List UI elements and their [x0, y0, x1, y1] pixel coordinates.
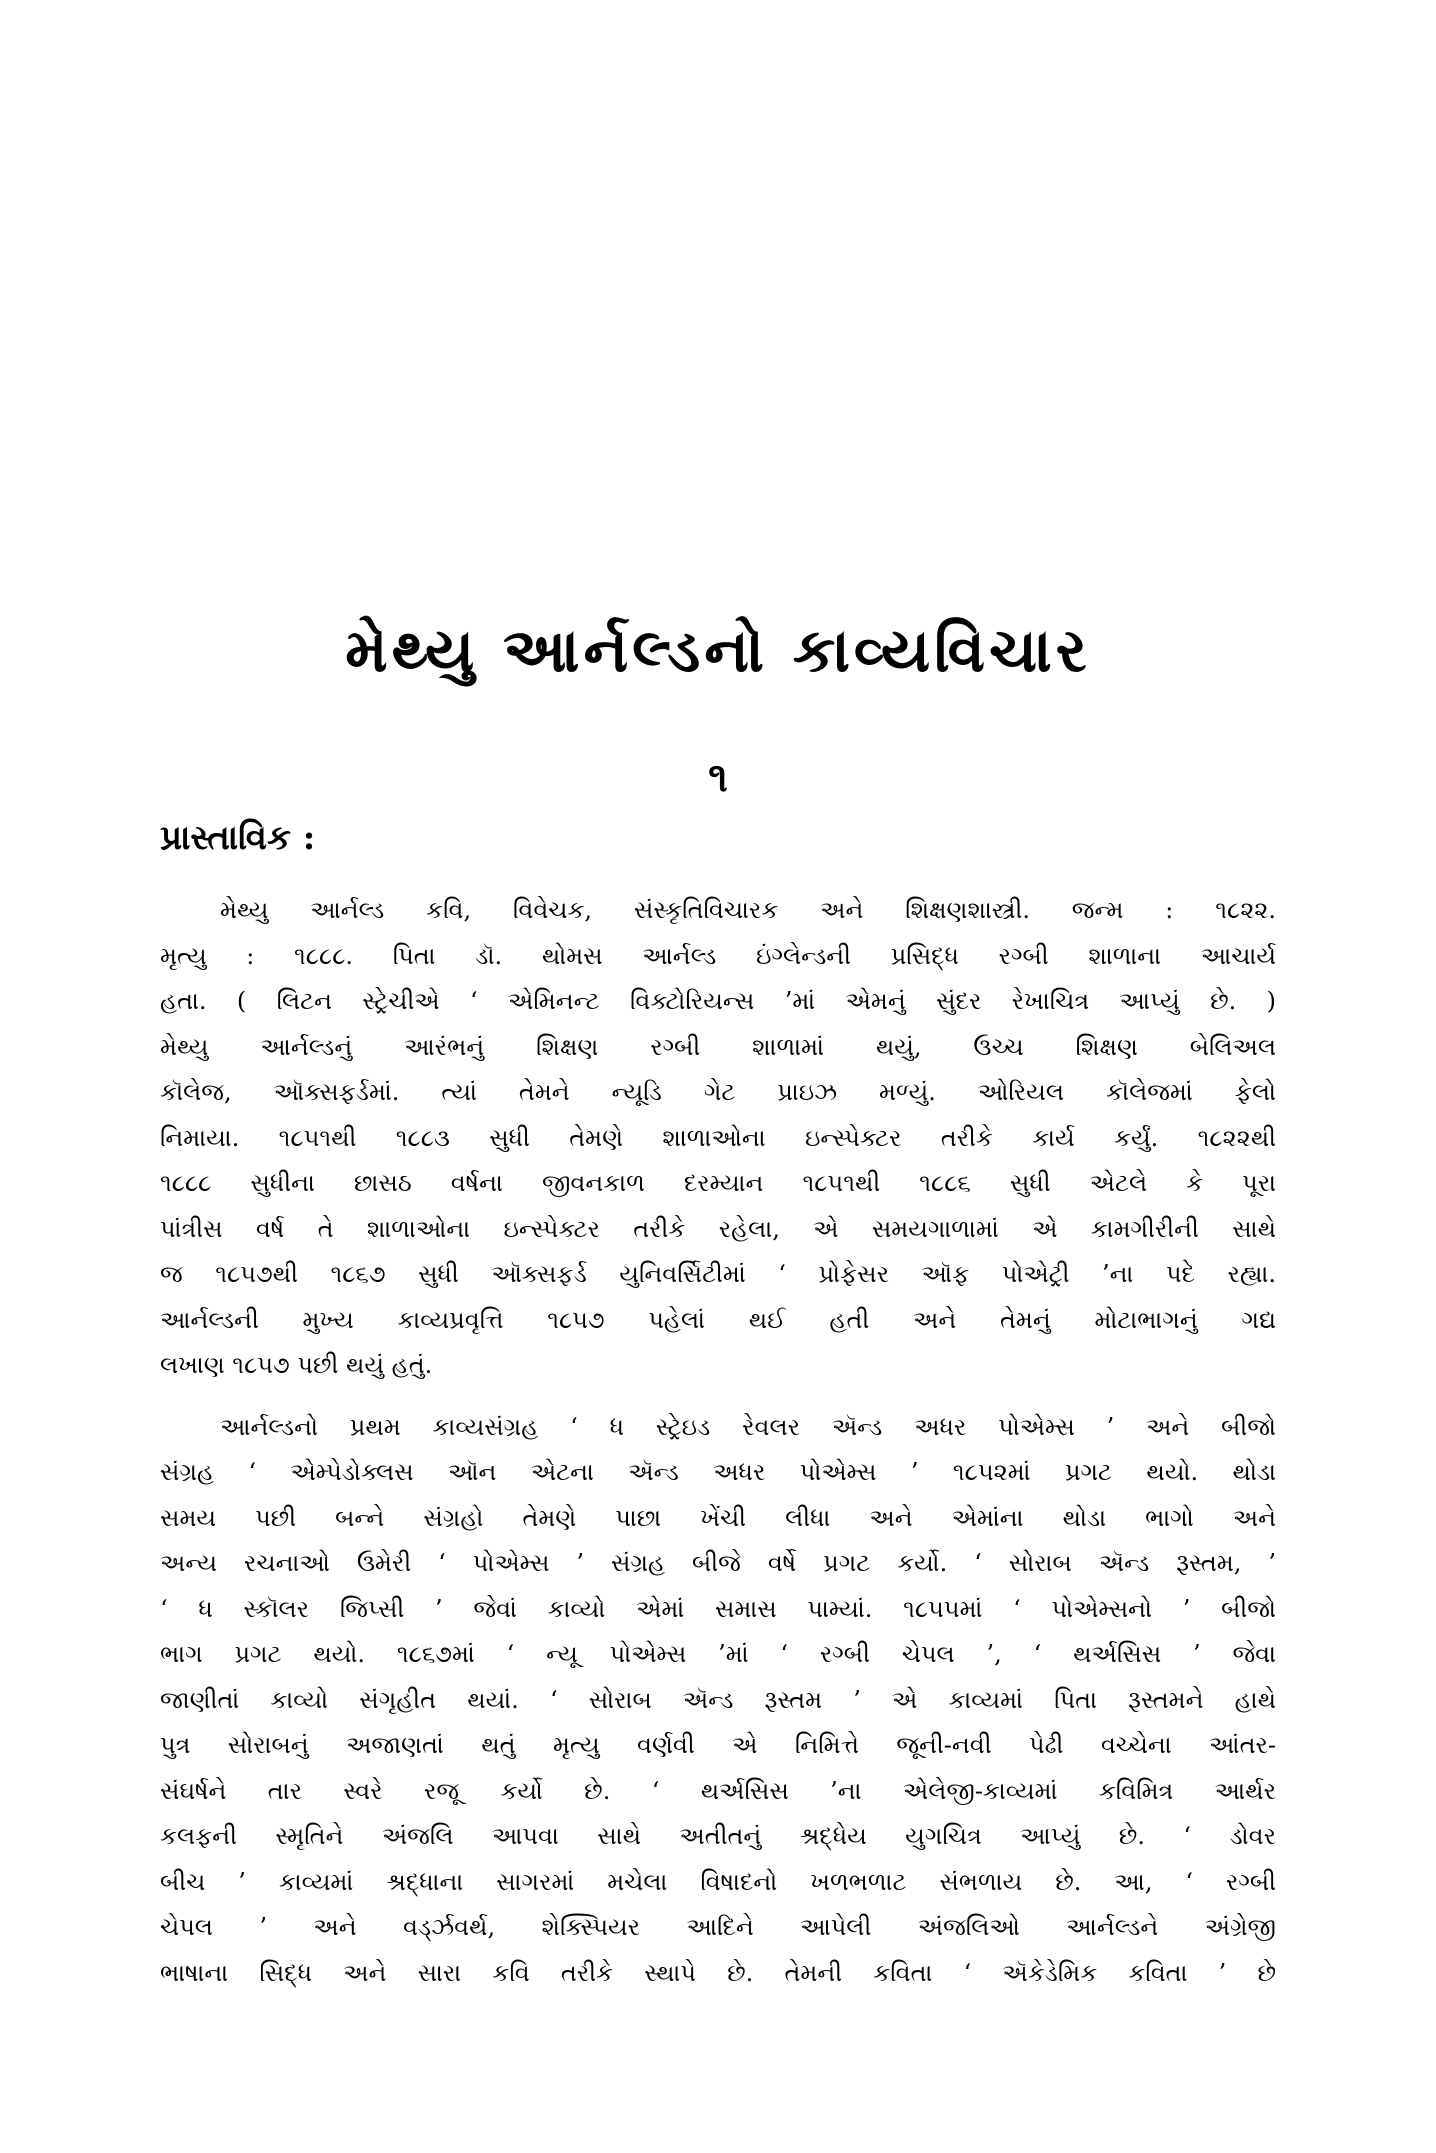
text-line: ‘ ધ સ્કૉલર જિપ્સી ’ જેવાં કાવ્યો એમાં સમાસ પામ્યાં. ૧૮૫૫માં ‘ પોએમ્સનો ’ બીજો	[160, 1594, 1276, 1623]
paragraph-2	[160, 1405, 1276, 1997]
body-text	[160, 888, 1276, 2012]
text-line: ભાષાના સિદ્ધ અને સારા કવિ તરીકે સ્થાપે છે. તેમની કવિતા ‘ ઍકેડેમિક કવિતા ’ છે	[160, 1958, 1276, 1987]
text-line: સંગ્રહ ‘ એમ્પેડોક્લસ ઑન એટના ઍન્ડ અધર પોએમ્સ ’ ૧૮૫૨માં પ્રગટ થયો. થોડા	[160, 1458, 1276, 1486]
text-line: બીચ ’ કાવ્યમાં શ્રદ્ધાના સાગરમાં મચેલા વિષાદનો ખળભળાટ સંભળાય છે. આ, ‘ રગ્બી	[160, 1867, 1276, 1896]
text-line: પાંત્રીસ વર્ષ તે શાળાઓના ઇન્સ્પેક્ટર તરીકે રહેલા, એ સમયગાળામાં એ કામગીરીની સાથે	[160, 1214, 1276, 1243]
section-heading: પ્રાસ્તાવિક :	[160, 818, 316, 858]
text-line: સંઘર્ષને તાર સ્વરે રજૂ કર્યો છે. ‘ થર્અસિસ ’ના એલેજી-કાવ્યમાં કવિમિત્ર આર્થર	[160, 1776, 1276, 1805]
text-line: આર્નલ્ડનો પ્રથમ કાવ્યસંગ્રહ ‘ ધ સ્ટ્રેઇડ રેવલર ઍન્ડ અધર પોએમ્સ ’ અને બીજો	[220, 1412, 1276, 1441]
text-line: નિમાયા. ૧૮૫૧થી ૧૮૮૩ સુધી તેમણે શાળાઓના ઇન્સ્પેક્ટર તરીકે કાર્ય કર્યું. ૧૮૨૨થી	[160, 1123, 1276, 1152]
chapter-number: ૧	[708, 754, 728, 801]
text-line: ભાગ પ્રગટ થયો. ૧૮૬૭માં ‘ ન્યૂ પોએમ્સ ’માં ‘ રગ્બી ચેપલ ’, ‘ થર્અસિસ ’ જેવા	[160, 1640, 1276, 1668]
text-line: કૉલેજ, ઑક્સફર્ડમાં. ત્યાં તેમને ન્યૂડિ ગેટ પ્રાઇઝ મળ્યું. ઓરિયલ કૉલેજમાં ફેલો	[160, 1078, 1276, 1106]
text-line: ૧૮૮૮ સુધીના છાસઠ વર્ષના જીવનકાળ દરમ્યાન ૧૮૫૧થી ૧૮૮૬ સુધી એટલે કે પૂરા	[160, 1169, 1276, 1197]
text-line: જ ૧૮૫૭થી ૧૮૬૭ સુધી ઑક્સફર્ડ યુનિવર્સિટીમાં ‘ પ્રોફેસર ઑફ પોએટ્રી ’ના પદે રહ્યા.	[160, 1260, 1276, 1288]
chapter-title: મેથ્યુ આર્નલ્ડનો કાવ્યવિચાર	[345, 616, 1091, 686]
paragraph-1	[160, 888, 1276, 1389]
text-line: કલફની સ્મૃતિને અંજલિ આપવા સાથે અતીતનું શ્રદ્ધેય યુગચિત્ર આપ્યું છે. ‘ ડોવર	[160, 1822, 1276, 1850]
text-line: સમય પછી બન્ને સંગ્રહો તેમણે પાછા ખેંચી લીધા અને એમાંના થોડા ભાગો અને	[160, 1503, 1276, 1532]
text-line: હતા. ( લિટન સ્ટ્રેચીએ ‘ એમિનન્ટ વિક્ટોરિયન્સ ’માં એમનું સુંદર રેખાચિત્ર આપ્યું છે. )	[160, 987, 1276, 1015]
text-line: મેથ્યુ આર્નલ્ડ કવિ, વિવેચક, સંસ્કૃતિવિચારક અને શિક્ષણશાસ્ત્રી. જન્મ : ૧૮૨૨.	[220, 896, 1276, 924]
text-line: મૃત્યુ : ૧૮૮૮. પિતા ડૉ. થોમસ આર્નલ્ડ ઇંગ્લેન્ડની પ્રસિદ્ધ રગ્બી શાળાના આચાર્ય	[160, 941, 1276, 970]
text-line: અન્ય રચનાઓ ઉમેરી ‘ પોએમ્સ ’ સંગ્રહ બીજે વર્ષે પ્રગટ કર્યો. ‘ સોરાબ ઍન્ડ રૂસ્તમ, ’	[160, 1549, 1276, 1577]
text-line: જાણીતાં કાવ્યો સંગૃહીત થયાં. ‘ સોરાબ ઍન્ડ રૂસ્તમ ’ એ કાવ્યમાં પિતા રૂસ્તમને હાથે	[160, 1685, 1276, 1714]
text-line: પુત્ર સોરાબનું અજાણતાં થતું મૃત્યુ વર્ણવી એ નિમિત્તે જૂની-નવી પેઢી વચ્ચેના આંતર-	[160, 1731, 1276, 1759]
text-line: આર્નલ્ડની મુખ્ય કાવ્યપ્રવૃત્તિ ૧૮૫૭ પહેલાં થઈ હતી અને તેમનું મોટાભાગનું ગદ્ય	[160, 1305, 1276, 1334]
text-line: મેથ્યુ આર્નલ્ડનું આરંભનું શિક્ષણ રગ્બી શાળામાં થયું, ઉચ્ચ શિક્ષણ બેલિઅલ	[160, 1032, 1276, 1061]
text-line: લખાણ ૧૮૫૭ પછી થયું હતું.	[160, 1351, 433, 1379]
text-line: ચેપલ ’ અને વર્ડ્ઝવર્થ, શેક્સ્પિયર આદિને આપેલી અંજલિઓ આર્નલ્ડને અંગ્રેજી	[160, 1913, 1276, 1941]
